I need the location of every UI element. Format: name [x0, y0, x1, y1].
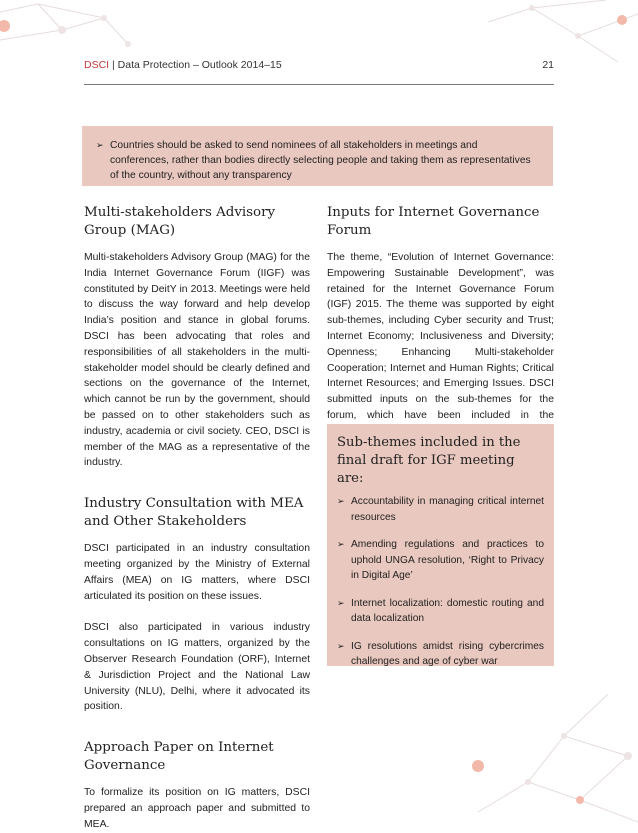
subtheme-text: Amending regulations and practices to uphold UNGA resolution, ‘Right to Privacy in Digital Age’: [351, 539, 544, 581]
subtheme-item: [337, 537, 544, 584]
right-column: [327, 204, 554, 440]
header-brand: DSCI: [84, 59, 110, 71]
subthemes-box: [327, 424, 554, 666]
callout-box: [82, 126, 553, 186]
callout-bullet: [96, 138, 539, 183]
industry-paragraph-1: DSCI participated in an industry consultation meeting organized by the Ministry of External Affairs (MEA) on IG matters, where DSCI articulated its position on these issues.: [84, 543, 310, 602]
industry-paragraph-2: DSCI also participated in various industry consultations on IG matters, organized by the Observer Research Foundation (ORF), Internet & Jurisdiction Project and the National Law University (NLU), Delhi, where it advocated its position.: [84, 622, 310, 713]
callout-text: Countries should be asked to send nominees of all stakeholders in meetings and conferences, rather than bodies directly selecting people and taking them as representatives of the country, without any transparency: [110, 140, 531, 181]
section-heading-mag: Multi-stakeholders Advisory Group (MAG): [84, 205, 276, 238]
subthemes-heading: Sub-themes included in the final draft for IGF meeting are:: [337, 435, 521, 486]
subtheme-item: [337, 639, 544, 670]
subtheme-text: Internet localization: domestic routing and data localization: [351, 597, 544, 624]
subtheme-item: [337, 494, 544, 525]
page-header: [84, 59, 554, 71]
arrow-bullet-icon: ➢: [337, 597, 345, 608]
header-doc-title: Data Protection – Outlook 2014–15: [117, 59, 282, 71]
page-number: 21: [542, 59, 554, 71]
section-heading-industry-consultation: Industry Consultation with MEA and Other Stakeholders: [84, 496, 304, 530]
section-heading-approach-paper: Approach Paper on Internet Governance: [84, 740, 274, 774]
arrow-bullet-icon: ➢: [337, 640, 345, 651]
igf-paragraph: The theme, “Evolution of Internet Governance: Empowering Sustainable Development”, was retained for the Internet Governance Forum (IGF) 2015. The theme was supported by eight sub-themes, including Cyber security and Trust; Internet Economy; Inclusiveness and Diversity; Openness; Enhancing Multi-stakeholder Cooperation; Internet and Human Rights; Critical Internet Resources; and Emerging Issues. DSCI submitted inputs on the sub-themes for the forum, which have been included in the: [327, 252, 554, 421]
subtheme-text: Accountability in managing critical internet resources: [351, 496, 544, 523]
subtheme-text: IG resolutions amidst rising cybercrimes challenges and age of cyber war: [351, 640, 544, 667]
section-heading-igf-inputs: Inputs for Internet Governance Forum: [327, 205, 540, 238]
arrow-bullet-icon: ➢: [96, 140, 104, 150]
network-graphic-bottom-right: [468, 686, 638, 826]
arrow-bullet-icon: ➢: [337, 496, 345, 506]
arrow-bullet-icon: ➢: [337, 539, 345, 549]
header-divider: [84, 84, 554, 85]
network-graphic-top-left: [0, 0, 140, 60]
mag-paragraph: Multi-stakeholders Advisory Group (MAG) for the India Internet Governance Forum (IIGF) was constituted by DeitY in 2013. Meetings were held to discuss the way forward and help develop India’s position and stance in global forums. DSCI has been advocating that roles and responsibilities of all stakeholders in the multi-stakeholder model should be clearly defined and sections on the governance of the Internet, which cannot be run by the government, should be passed on to other stakeholders such as industry, academia or civil society. CEO, DSCI is member of the MAG as a representative of the industry.: [84, 252, 310, 469]
subtheme-item: [337, 596, 544, 627]
left-column: [84, 204, 310, 833]
header-separator: |: [109, 59, 118, 71]
approach-paragraph: To formalize its position on IG matters, DSCI prepared an approach paper and submitted to MEA.: [84, 787, 310, 830]
